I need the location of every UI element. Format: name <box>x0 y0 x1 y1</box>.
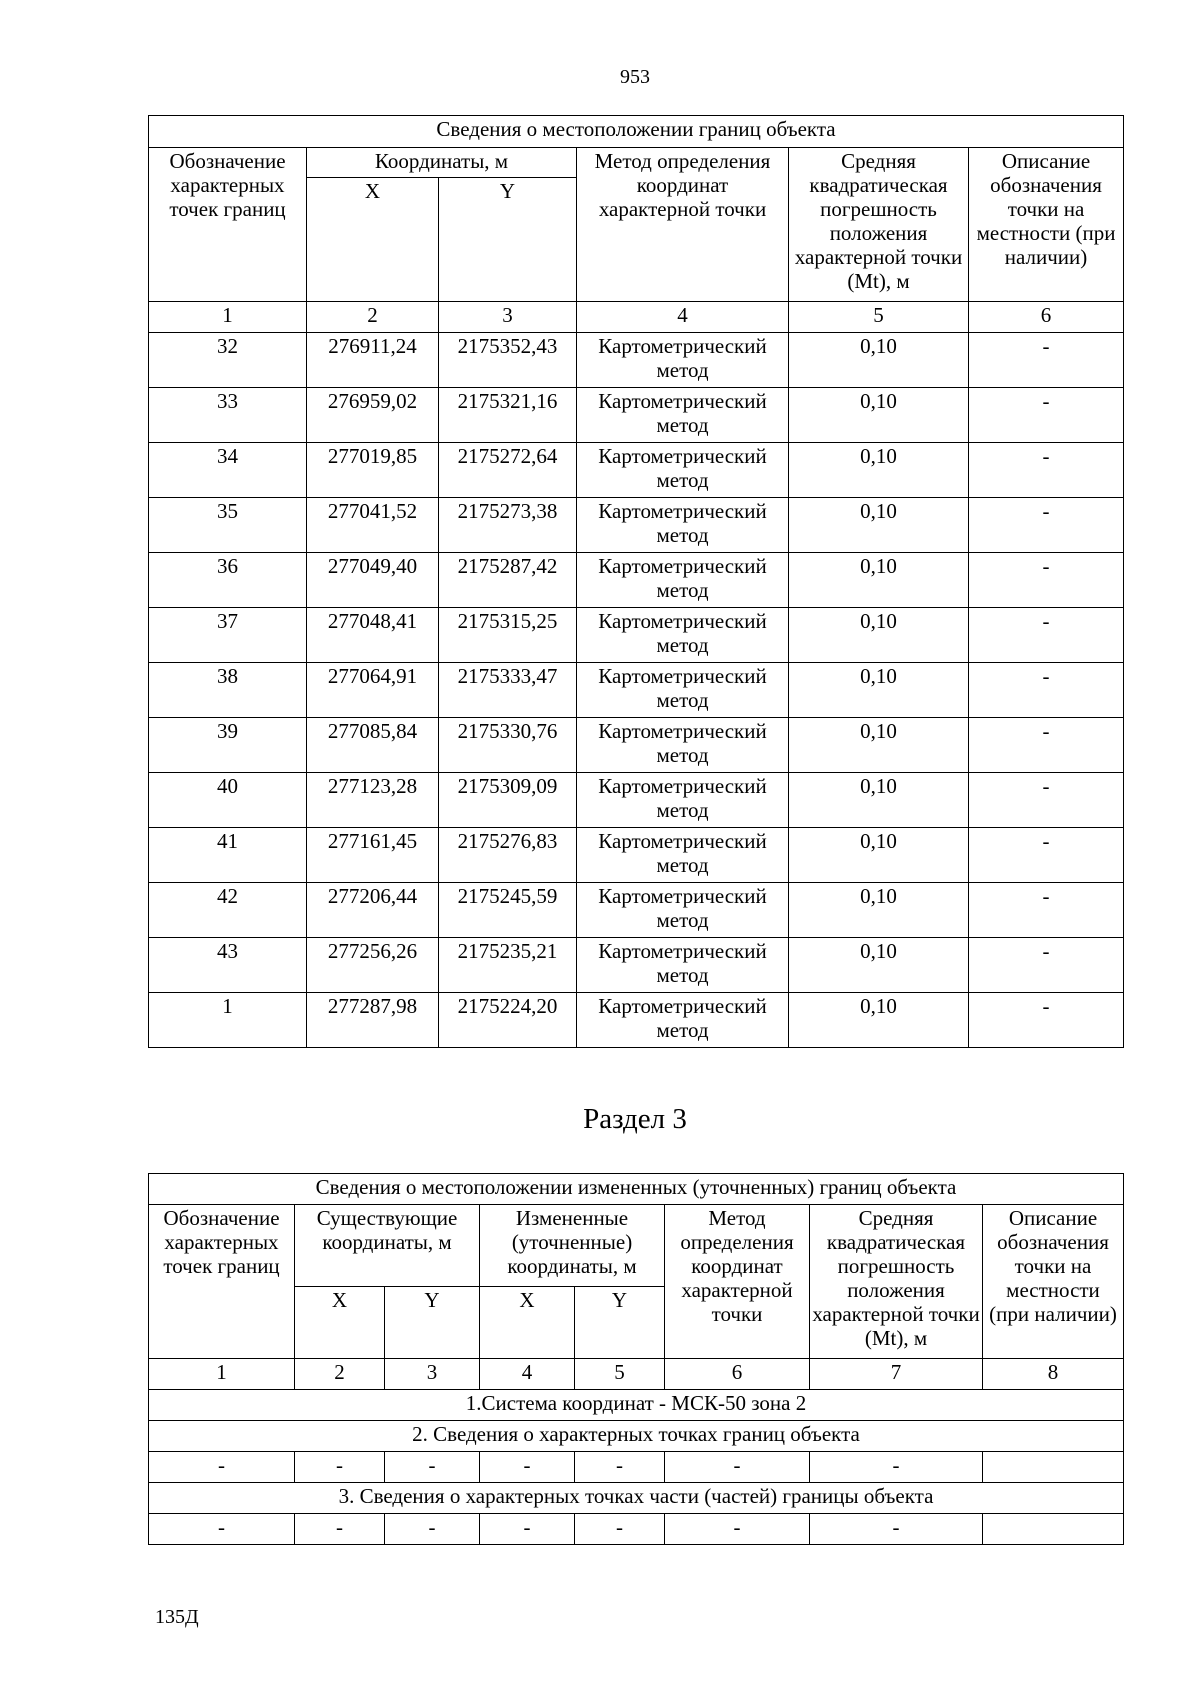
part-points-section-row: 3. Сведения о характерных точках части (частей) границы объекта <box>149 1483 1124 1514</box>
cell-x: 276959,02 <box>307 388 439 443</box>
cell-y: 2175224,20 <box>439 993 577 1048</box>
cell-point: 35 <box>149 498 307 553</box>
cell-error: 0,10 <box>789 773 969 828</box>
header-point: Обозначение характерных точек границ <box>149 148 307 302</box>
header-y: Y <box>385 1287 480 1359</box>
cell-x: 277064,91 <box>307 663 439 718</box>
cell-error: 0,10 <box>789 333 969 388</box>
header-point: Обозначение характерных точек границ <box>149 1205 295 1359</box>
cell-point: 33 <box>149 388 307 443</box>
cell-method: Картометрический метод <box>577 828 789 883</box>
cell-x: 277085,84 <box>307 718 439 773</box>
empty-cell: - <box>575 1514 665 1545</box>
cell-point: 40 <box>149 773 307 828</box>
cell-method: Картометрический метод <box>577 773 789 828</box>
header-y: Y <box>575 1287 665 1359</box>
header-x: X <box>480 1287 575 1359</box>
cell-y: 2175276,83 <box>439 828 577 883</box>
cell-error: 0,10 <box>789 608 969 663</box>
column-number: 1 <box>149 302 307 333</box>
cell-description: - <box>969 718 1124 773</box>
table-row <box>149 498 1124 553</box>
header-y: Y <box>439 178 577 302</box>
cell-error: 0,10 <box>789 553 969 608</box>
changed-boundary-table <box>148 1173 1124 1545</box>
cell-y: 2175330,76 <box>439 718 577 773</box>
column-number: 6 <box>969 302 1124 333</box>
header-x: X <box>307 178 439 302</box>
cell-point: 36 <box>149 553 307 608</box>
empty-cell: - <box>385 1514 480 1545</box>
empty-cell: - <box>295 1514 385 1545</box>
cell-error: 0,10 <box>789 828 969 883</box>
cell-description: - <box>969 663 1124 718</box>
cell-point: 34 <box>149 443 307 498</box>
column-number: 5 <box>789 302 969 333</box>
column-number: 4 <box>480 1359 575 1390</box>
empty-cell: - <box>480 1452 575 1483</box>
empty-cell: - <box>149 1514 295 1545</box>
table-row <box>149 938 1124 993</box>
cell-x: 276911,24 <box>307 333 439 388</box>
table-caption: Сведения о местоположении границ объекта <box>149 116 1124 148</box>
cell-error: 0,10 <box>789 663 969 718</box>
empty-cell: - <box>810 1514 983 1545</box>
empty-cell: - <box>149 1452 295 1483</box>
cell-error: 0,10 <box>789 993 969 1048</box>
coordinate-system-row: 1.Система координат - МСК-50 зона 2 <box>149 1390 1124 1421</box>
empty-cell: - <box>665 1514 810 1545</box>
boundary-points-section-row: 2. Сведения о характерных точках границ объекта <box>149 1421 1124 1452</box>
cell-point: 1 <box>149 993 307 1048</box>
table-caption: Сведения о местоположении измененных (уточненных) границ объекта <box>149 1174 1124 1205</box>
column-number: 1 <box>149 1359 295 1390</box>
cell-point: 42 <box>149 883 307 938</box>
empty-cell: - <box>385 1452 480 1483</box>
cell-x: 277049,40 <box>307 553 439 608</box>
cell-point: 41 <box>149 828 307 883</box>
header-description: Описание обозначения точки на местности (при наличии) <box>983 1205 1124 1359</box>
cell-y: 2175321,16 <box>439 388 577 443</box>
cell-method: Картометрический метод <box>577 938 789 993</box>
empty-cell <box>983 1514 1124 1545</box>
header-error: Средняя квадратическая погрешность положения характерной точки (Mt), м <box>789 148 969 302</box>
header-x: X <box>295 1287 385 1359</box>
cell-method: Картометрический метод <box>577 553 789 608</box>
cell-error: 0,10 <box>789 443 969 498</box>
cell-description: - <box>969 608 1124 663</box>
header-description: Описание обозначения точки на местности (при наличии) <box>969 148 1124 302</box>
table-row <box>149 828 1124 883</box>
empty-cell <box>983 1452 1124 1483</box>
column-number-row <box>149 302 1124 333</box>
header-error: Средняя квадратическая погрешность положения характерной точки (Mt), м <box>810 1205 983 1359</box>
cell-point: 32 <box>149 333 307 388</box>
column-number: 6 <box>665 1359 810 1390</box>
cell-error: 0,10 <box>789 388 969 443</box>
document-code: 135Д <box>155 1606 199 1628</box>
column-number: 5 <box>575 1359 665 1390</box>
cell-point: 43 <box>149 938 307 993</box>
cell-y: 2175245,59 <box>439 883 577 938</box>
table-row <box>149 883 1124 938</box>
column-number-row <box>149 1359 1124 1390</box>
cell-description: - <box>969 553 1124 608</box>
cell-method: Картометрический метод <box>577 993 789 1048</box>
table-row <box>149 388 1124 443</box>
cell-x: 277287,98 <box>307 993 439 1048</box>
header-coordinates: Координаты, м <box>307 148 577 178</box>
cell-y: 2175272,64 <box>439 443 577 498</box>
empty-cell: - <box>480 1514 575 1545</box>
cell-y: 2175315,25 <box>439 608 577 663</box>
section-title: Раздел 3 <box>583 1103 687 1135</box>
cell-description: - <box>969 993 1124 1048</box>
cell-method: Картометрический метод <box>577 388 789 443</box>
cell-method: Картометрический метод <box>577 663 789 718</box>
table-row <box>149 553 1124 608</box>
table-row <box>149 663 1124 718</box>
header-changed-coordinates: Измененные (уточненные) координаты, м <box>480 1205 665 1287</box>
table-row <box>149 993 1124 1048</box>
cell-description: - <box>969 773 1124 828</box>
table-row <box>149 718 1124 773</box>
boundary-points-table <box>148 115 1124 1048</box>
cell-y: 2175235,21 <box>439 938 577 993</box>
cell-y: 2175287,42 <box>439 553 577 608</box>
table-row <box>149 773 1124 828</box>
page-number: 953 <box>620 66 650 88</box>
cell-x: 277041,52 <box>307 498 439 553</box>
cell-x: 277019,85 <box>307 443 439 498</box>
column-number: 3 <box>439 302 577 333</box>
cell-x: 277256,26 <box>307 938 439 993</box>
empty-cell: - <box>810 1452 983 1483</box>
column-number: 3 <box>385 1359 480 1390</box>
empty-cell: - <box>575 1452 665 1483</box>
cell-x: 277206,44 <box>307 883 439 938</box>
cell-error: 0,10 <box>789 938 969 993</box>
cell-y: 2175352,43 <box>439 333 577 388</box>
cell-point: 38 <box>149 663 307 718</box>
cell-x: 277161,45 <box>307 828 439 883</box>
cell-point: 39 <box>149 718 307 773</box>
column-number: 2 <box>295 1359 385 1390</box>
empty-cell: - <box>665 1452 810 1483</box>
header-method: Метод определения координат характерной точки <box>665 1205 810 1359</box>
cell-method: Картометрический метод <box>577 608 789 663</box>
cell-description: - <box>969 828 1124 883</box>
cell-x: 277123,28 <box>307 773 439 828</box>
cell-description: - <box>969 333 1124 388</box>
table-row <box>149 333 1124 388</box>
cell-y: 2175333,47 <box>439 663 577 718</box>
cell-method: Картометрический метод <box>577 443 789 498</box>
cell-description: - <box>969 938 1124 993</box>
cell-description: - <box>969 883 1124 938</box>
cell-y: 2175309,09 <box>439 773 577 828</box>
column-number: 4 <box>577 302 789 333</box>
cell-error: 0,10 <box>789 498 969 553</box>
table-row <box>149 608 1124 663</box>
cell-description: - <box>969 498 1124 553</box>
empty-cell: - <box>295 1452 385 1483</box>
cell-description: - <box>969 443 1124 498</box>
cell-method: Картометрический метод <box>577 333 789 388</box>
column-number: 7 <box>810 1359 983 1390</box>
cell-method: Картометрический метод <box>577 718 789 773</box>
cell-x: 277048,41 <box>307 608 439 663</box>
cell-error: 0,10 <box>789 718 969 773</box>
header-method: Метод определения координат характерной точки <box>577 148 789 302</box>
column-number: 8 <box>983 1359 1124 1390</box>
column-number: 2 <box>307 302 439 333</box>
boundary-points-empty-row <box>149 1452 1124 1483</box>
cell-method: Картометрический метод <box>577 883 789 938</box>
cell-method: Картометрический метод <box>577 498 789 553</box>
cell-point: 37 <box>149 608 307 663</box>
table-row <box>149 443 1124 498</box>
cell-error: 0,10 <box>789 883 969 938</box>
header-existing-coordinates: Существующие координаты, м <box>295 1205 480 1287</box>
part-points-empty-row <box>149 1514 1124 1545</box>
cell-description: - <box>969 388 1124 443</box>
cell-y: 2175273,38 <box>439 498 577 553</box>
